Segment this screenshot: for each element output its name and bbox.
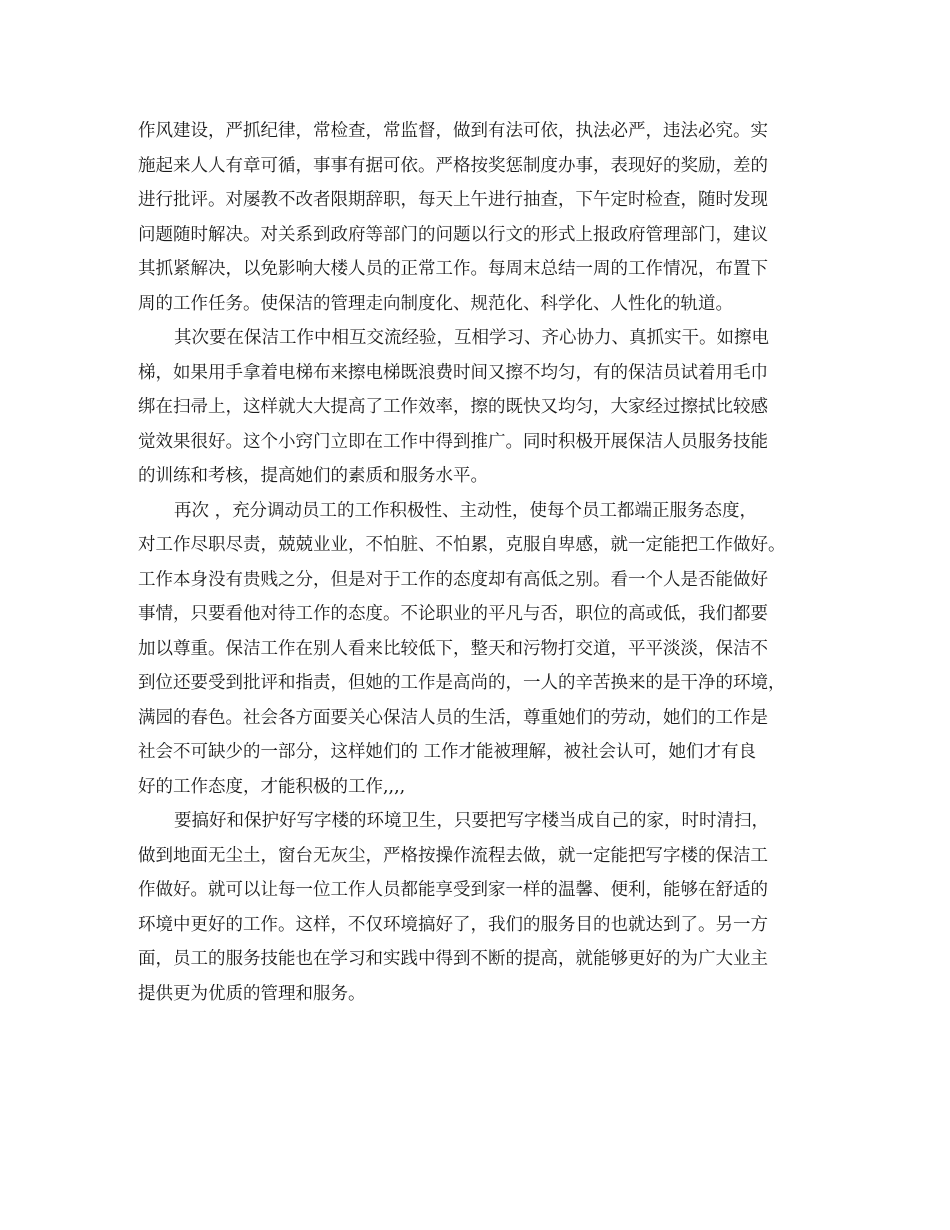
text-line: 工作本身没有贵贱之分，但是对于工作的态度却有高低之别。看一个人是否能做好	[138, 569, 768, 590]
text-line: 其抓紧解决，以免影响大楼人员的正常工作。每周末总结一周的工作情况，布置下	[138, 259, 768, 279]
document-body	[138, 114, 828, 1011]
text-line: 绑在扫帚上，这样就大大提高了工作效率，擦的既快又均匀，大家经过擦拭比较感	[138, 397, 768, 417]
text-line: 作风建设，严抓纪律，常检查，常监督，做到有法可依，执法必严，违法必究。实	[138, 121, 768, 141]
text-line: 进行批评。对屡教不改者限期辞职，每天上午进行抽查，下午定时检查，随时发现	[138, 190, 768, 210]
text-line: 周的工作任务。使保洁的管理走向制度化、规范化、科学化、人性化的轨道。	[138, 293, 733, 314]
text-line: 觉效果很好。这个小窍门立即在工作中得到推广。同时积极开展保洁人员服务技能	[138, 431, 768, 452]
text-line: 对工作尽职尽责，兢兢业业，不怕脏、不怕累，克服自卑感，就一定能把工作做好。	[138, 535, 786, 555]
text-line: 环境中更好的工作。这样，不仅环境搞好了，我们的服务目的也就达到了。另一方	[138, 914, 768, 935]
text-line: 提供更为优质的管理和服务。	[138, 983, 366, 1004]
text-line: 作做好。就可以让每一位工作人员都能享受到家一样的温馨、便利，能够在舒适的	[138, 880, 768, 900]
text-line: 施起来人人有章可循，事事有据可依。严格按奖惩制度办事，表现好的奖励，差的	[138, 155, 768, 176]
paragraph-start-line: 再次 ，充分调动员工的工作积极性、主动性，使每个员工都端正服务态度，	[174, 500, 758, 521]
text-line: 梯，如果用手拿着电梯布来擦电梯既浪费时间又擦不均匀，有的保洁员试着用毛巾	[138, 362, 768, 383]
text-line: 面，员工的服务技能也在学习和实践中得到不断的提高，就能够更好的为广大业主	[138, 949, 768, 969]
text-line: 事情，只要看他对待工作的态度。不论职业的平凡与否，职位的高或低，我们都要	[138, 604, 768, 624]
text-line: 做到地面无尘土，窗台无灰尘，严格按操作流程去做，就一定能把写字楼的保洁工	[138, 845, 768, 866]
paragraph-start-line: 其次要在保洁工作中相互交流经验，互相学习、齐心协力、真抓实干。如擦电	[174, 328, 769, 348]
text-line: 满园的春色。社会各方面要关心保洁人员的生活，尊重她们的劳动，她们的工作是	[138, 707, 768, 728]
paragraph-start-line: 要搞好和保护好写字楼的环境卫生，只要把写字楼当成自己的家，时时清扫，	[174, 811, 769, 831]
text-line: 好的工作态度，才能积极的工作,,,,	[138, 776, 406, 797]
text-line: 的训练和考核，提高她们的素质和服务水平。	[138, 466, 488, 486]
text-line: 到位还要受到批评和指责，但她的工作是高尚的，一人的辛苦换来的是干净的环境，	[138, 673, 786, 693]
text-line: 社会不可缺少的一部分，这样她们的 工作才能被理解，被社会认可，她们才有良	[138, 742, 757, 762]
text-line: 加以尊重。保洁工作在别人看来比较低下，整天和污物打交道，平平淡淡，保洁不	[138, 638, 768, 659]
text-line: 问题随时解决。对关系到政府等部门的问题以行文的形式上报政府管理部门，建议	[138, 224, 768, 245]
